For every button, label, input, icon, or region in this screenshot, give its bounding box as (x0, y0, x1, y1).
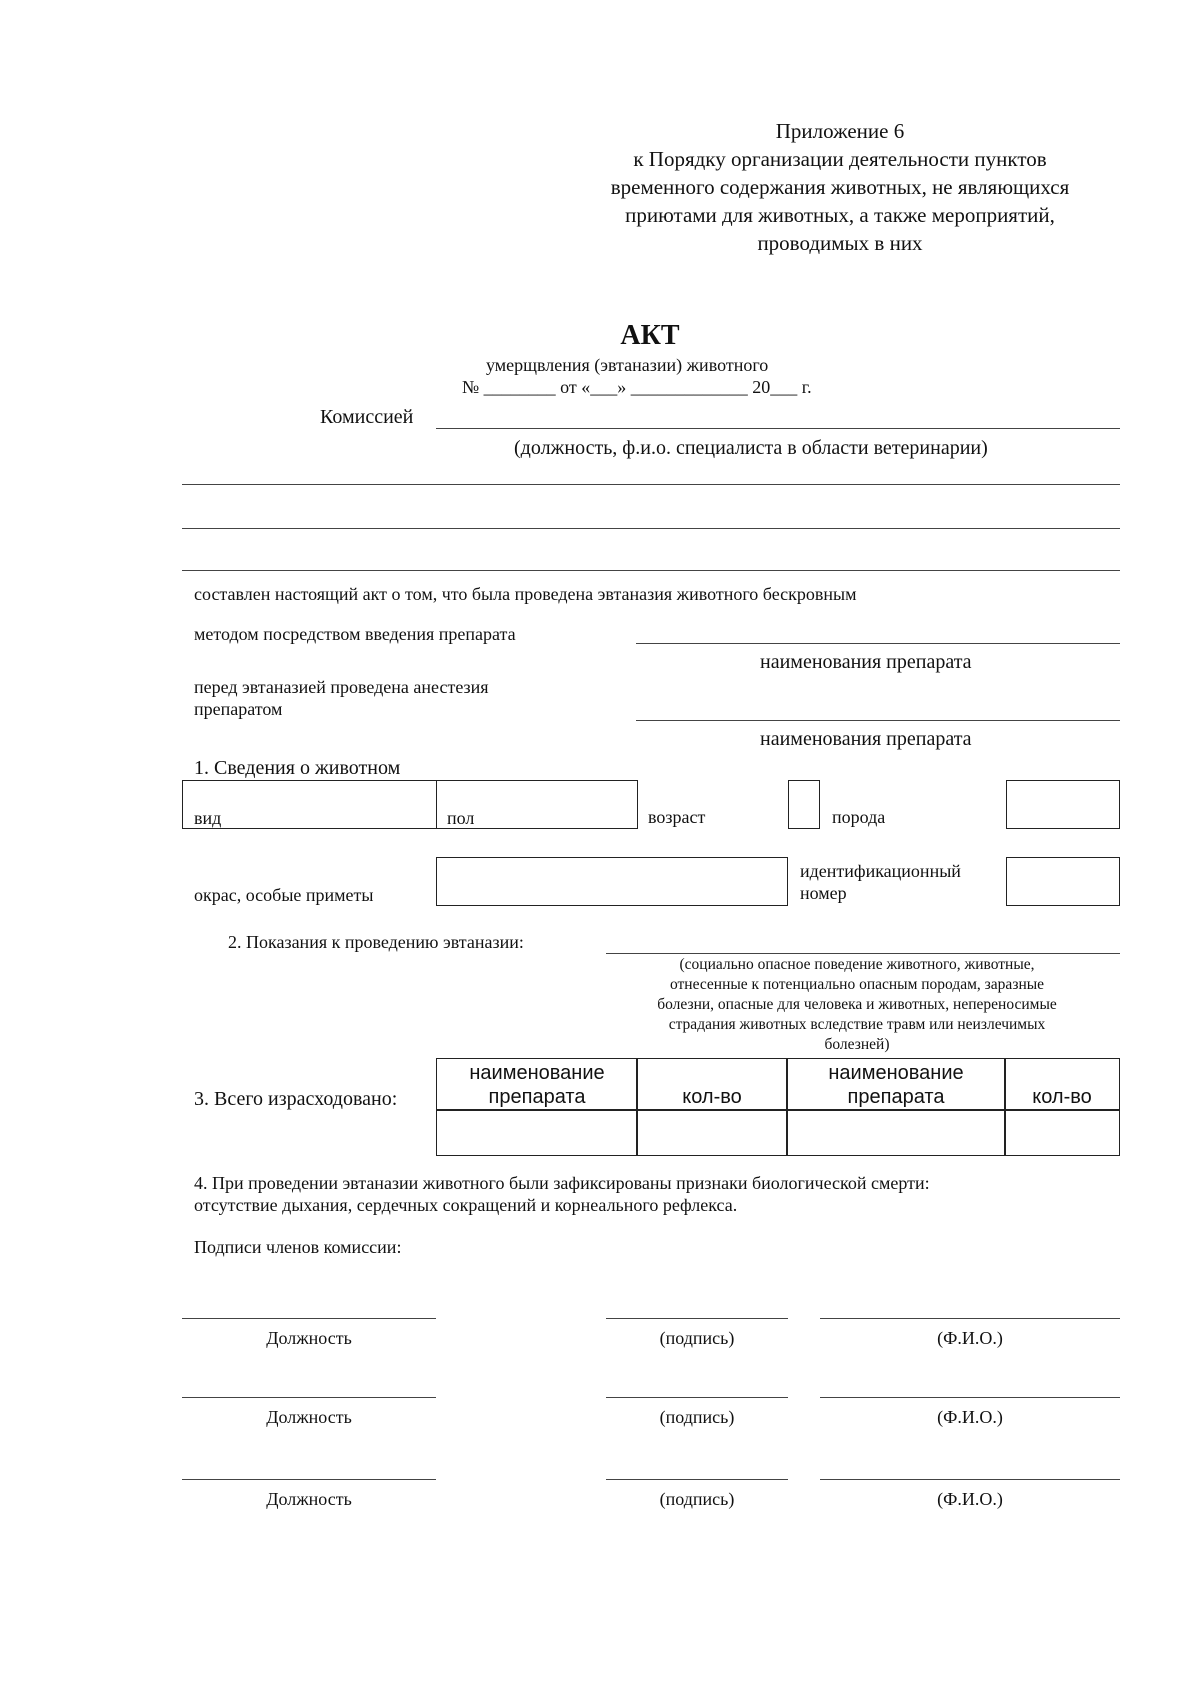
position-line[interactable] (182, 1318, 436, 1319)
appendix-line-3: временного содержания животных, не являющихся (610, 175, 1070, 199)
death-signs (194, 1172, 1114, 1216)
act-number-date-line: № ________ от «___» _____________ 20___ г. (462, 377, 812, 397)
indications-caption-line-5: болезней) (824, 1036, 890, 1053)
indications-caption-line-2: отнесенные к потенциально опасным породам, заразные (669, 976, 1045, 993)
anesthesia-label (194, 676, 489, 720)
breed-label: порода (832, 807, 886, 827)
animal-species-sex-divider (436, 780, 437, 829)
name-caption: (Ф.И.О.) (937, 1489, 1003, 1509)
appendix-line-5: проводимых в них (757, 231, 923, 255)
table-cell-drug-1-value[interactable] (436, 1109, 638, 1156)
document-subtitle: умерщвления (эвтаназии) животного (486, 355, 769, 375)
name-line[interactable] (820, 1397, 1120, 1398)
table-cell-qty-2-value[interactable] (1004, 1109, 1120, 1156)
age-field[interactable] (788, 780, 820, 829)
death-signs-line-1: 4. При проведении эвтаназии животного были зафиксированы признаки биологической смерти: (194, 1173, 930, 1193)
commission-line[interactable] (436, 428, 1120, 429)
species-field[interactable] (184, 782, 434, 827)
indications-caption-line-3: болезни, опасные для человека и животных, непереносимые (657, 996, 1057, 1013)
species-label: вид (194, 808, 222, 828)
death-signs-line-2: отсутствие дыхания, сердечных сокращений и корнеального рефлекса. (194, 1195, 738, 1215)
position-line[interactable] (182, 1397, 436, 1398)
name-caption: (Ф.И.О.) (937, 1407, 1003, 1427)
id-number-label (800, 860, 961, 904)
commission-label: Комиссией (320, 406, 414, 428)
table-header-cell-qty-1 (636, 1058, 788, 1111)
table-header-qty-2: кол-во (1032, 1086, 1092, 1108)
table-header-drug-2-line-2: препарата (847, 1086, 945, 1108)
signature-row (0, 1397, 1200, 1437)
position-caption: Должность (266, 1328, 352, 1348)
signature-line[interactable] (606, 1479, 788, 1480)
indications-caption-line-1: (социально опасное поведение животного, животные, (679, 956, 1035, 973)
table-header-cell-qty-2 (1004, 1058, 1120, 1111)
anesthesia-label-line-1: перед эвтаназией проведена анестезия (194, 677, 489, 697)
id-number-field[interactable] (1006, 857, 1120, 906)
name-line[interactable] (820, 1479, 1120, 1480)
id-number-label-line-1: идентификационный (800, 861, 961, 881)
signature-caption: (подпись) (659, 1328, 735, 1348)
color-field[interactable] (436, 857, 788, 906)
sex-label: пол (447, 808, 475, 828)
euthanasia-statement: составлен настоящий акт о том, что была проведена эвтаназия животного бескровным (194, 584, 857, 604)
signature-line[interactable] (606, 1318, 788, 1319)
appendix-line-4: приютами для животных, а также мероприятий, (625, 203, 1055, 227)
table-header-drug-2-line-1: наименование (828, 1062, 964, 1084)
table-cell-drug-2-value[interactable] (786, 1109, 1006, 1156)
breed-field[interactable] (1006, 780, 1120, 829)
signature-row (0, 1479, 1200, 1519)
position-line[interactable] (182, 1479, 436, 1480)
appendix-line-2: к Порядку организации деятельности пунктов (633, 147, 1047, 171)
anesthesia-drug-caption: наименования препарата (760, 728, 972, 750)
method-drug-caption: наименования препарата (760, 651, 972, 673)
commission-extra-line-3[interactable] (182, 570, 1120, 571)
anesthesia-drug-line[interactable] (636, 720, 1120, 721)
name-caption: (Ф.И.О.) (937, 1328, 1003, 1348)
commission-extra-line-1[interactable] (182, 484, 1120, 485)
table-header-cell-drug-2 (786, 1058, 1006, 1111)
signatures-heading: Подписи членов комиссии: (194, 1237, 402, 1257)
appendix-line-1: Приложение 6 (775, 119, 905, 143)
table-header-drug-1-line-2: препарата (488, 1086, 586, 1108)
indications-caption (612, 955, 1102, 1055)
table-cell-qty-1-value[interactable] (636, 1109, 788, 1156)
position-caption: Должность (266, 1489, 352, 1509)
name-line[interactable] (820, 1318, 1120, 1319)
signature-caption: (подпись) (659, 1407, 735, 1427)
signature-line[interactable] (606, 1397, 788, 1398)
table-header-drug-1-line-1: наименование (469, 1062, 605, 1084)
table-header-qty-1: кол-во (682, 1086, 742, 1108)
position-caption: Должность (266, 1407, 352, 1427)
indications-heading: 2. Показания к проведению эвтаназии: (228, 932, 524, 952)
method-label: методом посредством введения препарата (194, 624, 516, 644)
animal-section-heading: 1. Сведения о животном (194, 757, 401, 779)
indications-caption-line-4: страдания животных вследствие травм или неизлечимых (668, 1016, 1046, 1033)
age-label: возраст (648, 807, 706, 827)
table-header-cell-drug-1 (436, 1058, 638, 1111)
consumption-table (436, 1058, 1120, 1156)
appendix-header (560, 117, 1120, 257)
consumption-heading: 3. Всего израсходовано: (194, 1088, 398, 1110)
commission-extra-line-2[interactable] (182, 528, 1120, 529)
method-drug-line[interactable] (636, 643, 1120, 644)
anesthesia-label-line-2: препаратом (194, 699, 283, 719)
signature-caption: (подпись) (659, 1489, 735, 1509)
color-label: окрас, особые приметы (194, 885, 374, 905)
signature-row (0, 1318, 1200, 1358)
commission-caption: (должность, ф.и.о. специалиста в области ветеринарии) (514, 437, 988, 459)
document-title: АКТ (620, 320, 680, 351)
id-number-label-line-2: номер (800, 883, 847, 903)
indications-line[interactable] (606, 953, 1120, 954)
